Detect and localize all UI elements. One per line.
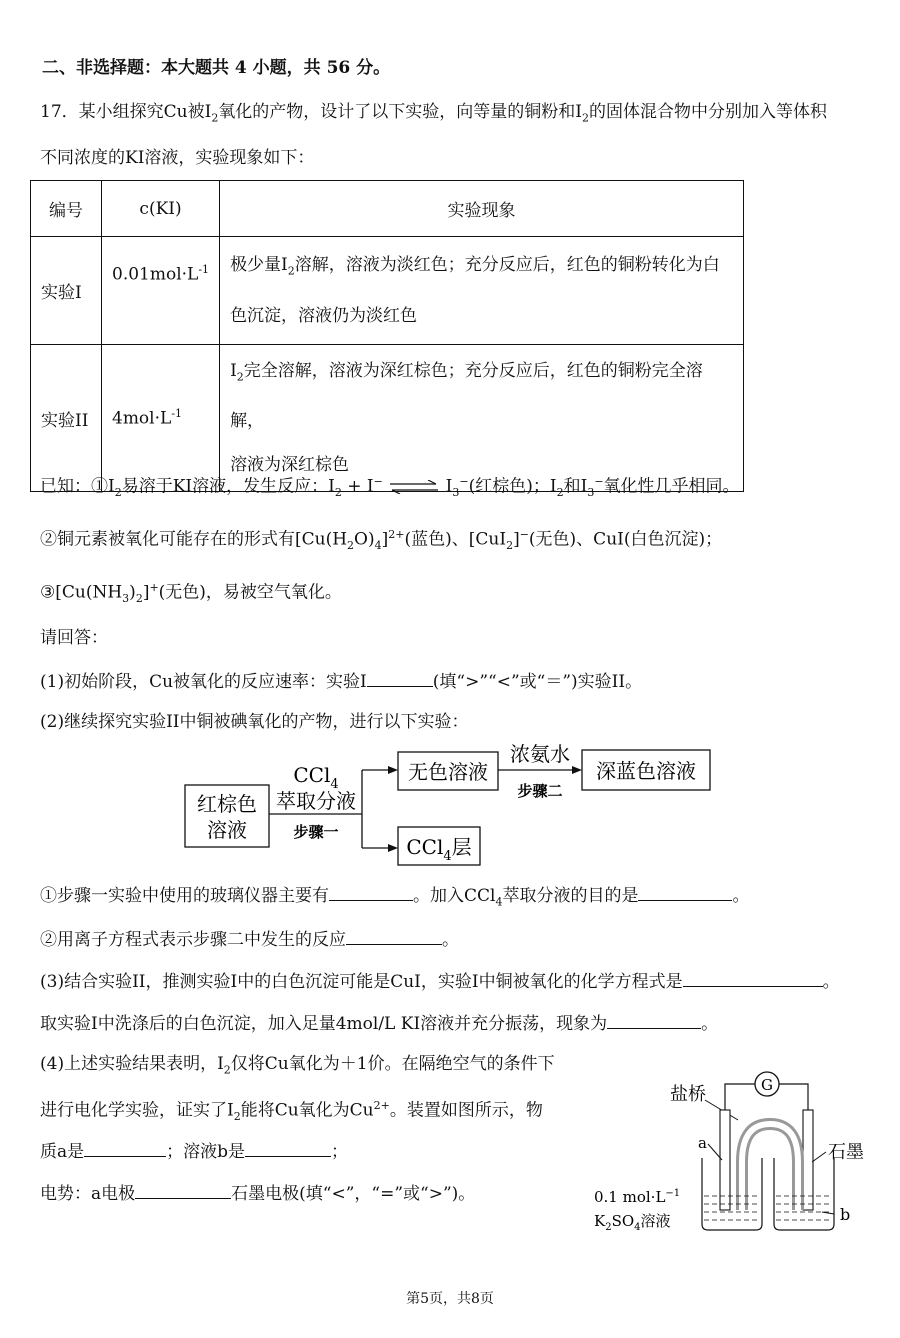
section-title: 二、非选择题：本大题共 4 小题，共 56 分。 (42, 58, 391, 78)
answer-blank[interactable] (346, 926, 442, 945)
salt-label: $K_2SO_4$溶液 (594, 1212, 671, 1233)
known-2: ②铜元素被氧化可能存在的形式有$[Cu(H_2O)_4]^{2+}$(蓝色)、[CuI$_2$]−(无色)、CuI(白色沉淀)； (40, 528, 723, 553)
answer-blank[interactable] (84, 1138, 166, 1157)
row-phenomenon: $I_2$完全溶解，溶液为深红棕色；充分反应后，红色的铜粉完全溶解， 溶液为深红棕色 (220, 345, 744, 492)
beaker-left (702, 1158, 762, 1230)
box-start-label-1: 红棕色 (197, 792, 257, 816)
row-id: 实验II (31, 345, 102, 492)
row-conc: $0.01mol\cdot L^{-1}$ (102, 237, 220, 345)
row-phenomenon: 极少量$I_2$溶解，溶液为淡红色；充分反应后，红色的铜粉转化为白 色沉淀，溶液仍为淡红色 (220, 237, 744, 345)
header-id: 编号 (31, 181, 102, 237)
row-conc: $4mol\cdot L^{-1}$ (102, 345, 220, 492)
answer-blank[interactable] (329, 882, 413, 901)
flow-diagram (180, 740, 740, 870)
question-intro-line2: 不同浓度的KI溶液，实验现象如下： (40, 148, 315, 168)
label-a: a (698, 1134, 707, 1152)
intro-text: 氧化的产物，设计了以下实验，向等量的铜粉和I (218, 102, 583, 122)
label-b: b (840, 1205, 851, 1224)
reagent-2: 浓氨水 (510, 742, 570, 766)
step-1-label: 步骤一 (293, 823, 339, 841)
answer-blank[interactable] (638, 882, 732, 901)
table-header-row (31, 181, 744, 237)
operation-1: 萃取分液 (276, 789, 356, 813)
known-3: $③[Cu(NH_3)_2]^+$(无色)，易被空气氧化。 (40, 581, 342, 606)
box-colorless-label: 无色溶液 (408, 760, 488, 784)
part-4: (4)上述实验结果表明，$I_2$仅将Cu氧化为＋1价。在隔绝空气的条件下 (40, 1054, 555, 1077)
concentration-label: 0.1 $mol\cdot L^{-1}$ (594, 1188, 681, 1206)
box-deepblue-label: 深蓝色溶液 (596, 759, 696, 783)
box-ccl4-label: CCl$_4$层 (406, 835, 472, 864)
salt-bridge-label: 盐桥 (670, 1084, 706, 1105)
intro-text: 的固体混合物中分别加入等体积 (589, 102, 828, 122)
equilibrium-arrow-icon (388, 480, 440, 494)
box-start-label-2: 溶液 (207, 818, 247, 842)
part-2: (2)继续探究实验II中铜被碘氧化的产物，进行以下实验： (40, 712, 469, 732)
graphite-label: 石墨 (828, 1142, 864, 1163)
answer-blank[interactable] (683, 968, 823, 987)
question-intro: 17．某小组探究Cu被$I_2$氧化的产物，设计了以下实验，向等量的铜粉和$I_2$的固体混合物中分别加入等体积 (40, 102, 828, 125)
intro-text: 17．某小组探究Cu被I (40, 102, 212, 122)
header-phenomenon: 实验现象 (220, 181, 744, 237)
answer-blank[interactable] (367, 668, 433, 687)
part-3-line2: 取实验I中洗涤后的白色沉淀，加入足量4mol/L KI溶液并充分振荡，现象为 。 (40, 1010, 718, 1036)
answer-blank[interactable] (245, 1138, 331, 1157)
known-1: 已知：$①I_2$易溶于KI溶液，发生反应：$I_2 + I^-$ $I_3^-$(红棕色)；$I_2$和$I_3^-$氧化性几乎相同。 (40, 475, 740, 500)
step-2-label: 步骤二 (517, 782, 563, 800)
answer-blank[interactable] (607, 1010, 701, 1029)
part-2-1: ①步骤一实验中使用的玻璃仪器主要有 。加入CCl$_4$萃取分液的目的是 。 (40, 882, 749, 914)
header-conc: c(KI) (102, 181, 220, 237)
part-4-line2: 进行电化学实验，证实了$I_2$能将Cu氧化为$Cu^{2+}$。装置如图所示，物 (40, 1099, 543, 1124)
table-row (31, 237, 744, 345)
part-2-2: ②用离子方程式表示步骤二中发生的反应 。 (40, 926, 459, 952)
prompt: 请回答： (40, 628, 108, 648)
electrode-graphite (803, 1110, 813, 1210)
answer-blank[interactable] (135, 1180, 231, 1199)
page-footer: 第5页，共8页 (406, 1291, 494, 1307)
part-1: (1)初始阶段，Cu被氧化的反应速率：实验I (填“>”“<”或“＝”)实验II。 (40, 668, 642, 694)
part-3: (3)结合实验II，推测实验I中的白色沉淀可能是CuI，实验I中铜被氧化的化学方程式是 。 (40, 968, 840, 994)
electrochem-apparatus (590, 1062, 890, 1238)
experiment-table (30, 180, 744, 492)
row-id: 实验I (31, 237, 102, 345)
galvanometer-label: G (761, 1076, 773, 1094)
part-4-line4: 电势：a电极 石墨电极(填“<”，“=”或“>”)。 (40, 1180, 475, 1206)
reagent-1: CCl$_4$ (293, 763, 339, 792)
part-4-line3: 质a是 ；溶液b是 ； (40, 1138, 348, 1164)
